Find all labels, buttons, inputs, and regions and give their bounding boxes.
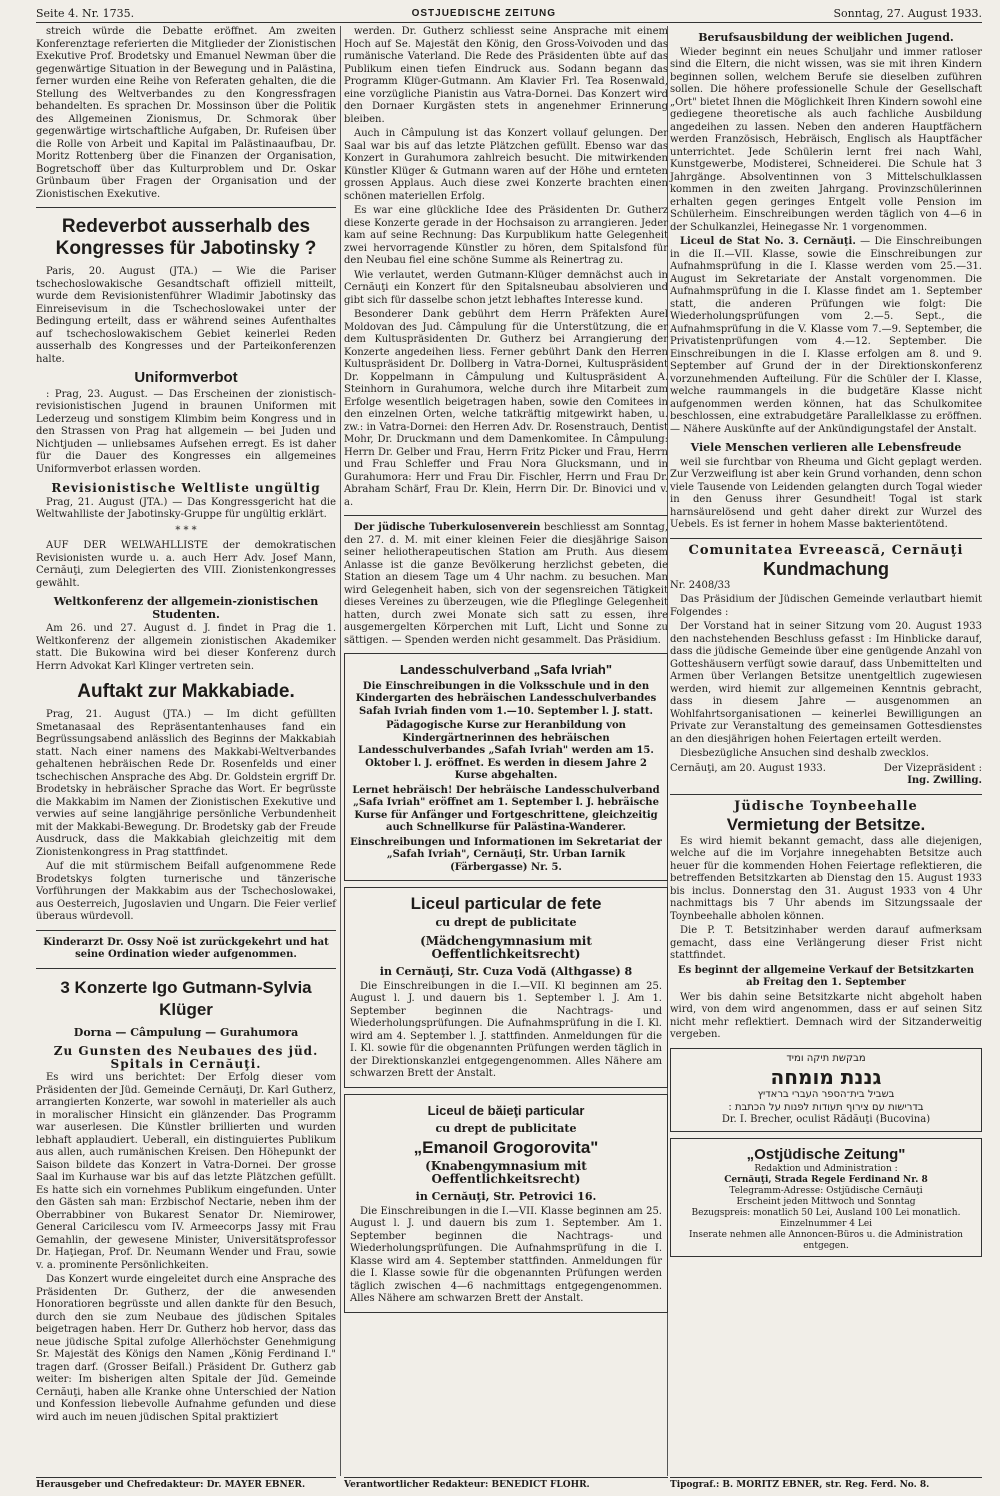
issue-date: Sonntag, 27. August 1933. xyxy=(833,6,982,20)
paper-title: OSTJUEDISCHE ZEITUNG xyxy=(411,7,557,19)
ad-contact: Dr. I. Brecher, oculist Rădăuţi (Bucovina) xyxy=(721,1114,931,1125)
divider xyxy=(670,794,982,795)
masthead-title: „Ostjüdische Zeitung" xyxy=(746,1145,906,1163)
kundmachung-signature-name: Ing. Zwilling. xyxy=(907,775,982,786)
hebrew-title: גננת מומחה xyxy=(770,1065,882,1089)
kundmachung-date: Cernăuţi, am 20. August 1933. xyxy=(670,762,826,774)
ad-subtitle: (Knabengymnasium mit Oeffentlichkeitsrecht) xyxy=(425,1159,587,1186)
article-text: Wie verlautet, werden Gutmann-Klüger demnächst auch in Cernăuţi ein Konzert für den Spitalsneubau absolvieren und gibt sich für dasselbe schon jetzt lebhaftes Interesse kund. xyxy=(344,269,668,306)
article-liceul-stat: Liceul de Stat No. 3. Cernăuţi. — Die Einschreibungen in die II.—VII. Klasse, sowie die Einschreibungen zur Aufnahmsprüfung in die I. Klasse werden vom 25.—31. August im Sekretariate der Anstalt vorgenommen. Die Aufnahmsprüfung in die I. Klasse findet am 1. September statt, die anderen Prüfungen wie folgt: Die Wiederholungsprüfungen vom 2.—5. Sept., die Aufnahmsprüfung in die V. Klasse vom 7.—9. September, die Privatistenprüfungen vom 4.—12. September. Die Einschreibungen in die I. Klasse erfolgen am 8. und 9. September auf Grund der in der Direktionskonferenz vorzunehmenden Aufteilung. Für die Schüler der I. Klasse, welche raummangels in die budgetäre Klasse nicht aufgenommen werden können, hat das Schulkomitee beschlossen, eine extrabudgetäre Parallelklasse zu eröffnen. — Nähere Auskünfte auf der Ankündigungstafel der Anstalt. xyxy=(670,236,982,435)
article-text: Auf die mit stürmischem Beifall aufgenommene Rede Brodetskys folgten turnerische und tänzerische Vorführungen der Makkabim aus der Tschechoslowakei, aus Oesterreich, Jugoslavien und Ungarn. Die Feier verlief überaus würdevoll. xyxy=(36,861,336,922)
headline-weltkonferenz: Weltkonferenz der allgemein-zionistischen Studenten. xyxy=(53,595,319,621)
ad-liceul-baieti xyxy=(344,1094,668,1313)
ad-text: Die Einschreibungen in die I.—VII. Klasse beginnen am 25. August l. J. und dauern bis zum 1. September. Am 1. September beginnen die Nachtrags- und Wiederholungsprüfungen. Die Aufnahmsprüfung in die I. Klasse wird am 4. September stattfinden. Anmeldungen für die I. Klasse sowie für die obgenannten Prüfungen werden täglich zwischen 4—6 nachmittags entgegengenommen. Alles Nähere am schwarzen Brett der Anstalt. xyxy=(350,1205,662,1304)
toynbee-title: Vermietung der Betsitze. xyxy=(726,815,926,834)
kundmachung-text: Der Vorstand hat in seiner Sitzung vom 20. August 1933 den nachstehenden Beschluss gefasst : Im Hinblicke darauf, dass die jüdische Gemeinde über eine genügende Anzahl von Gotteshäusern verfügt sowie darauf, dass Unbemittelten und Armen über Verlangen Betsitze unentgeltlich zugewiesen werden, wird hiemit zur allgemeinen Kenntnis gebracht, dass in diesem Jahre — ausgenommen an Wohlfahrtsorganisationen — keinerlei Bewilligungen an Private zur Veranstaltung des gemeinsamen Gottesdienstes an den diesjährigen hohen Feiertagen erteilt werden. xyxy=(670,621,982,745)
article-text: Es wird uns berichtet: Der Erfolg dieser vom Präsidenten der Jüd. Gemeinde Cernăuţi, Dr. Karl Gutherz, arrangierten Konzerte, war sowohl in materieller als auch in moralischer Hinsicht ein glänzender. Das Programm war auserlesen. Die Künstler brillierten und wurden lebhaft applaudiert. Ueberall, ein distinguiertes Publikum aus allen, auch rumänischen Kreisen. Den Höhepunkt der Saison bildete das Konzert in Vatra-Dornei. Der grosse Saal im Kurhause war bis auf das letzte Plätzchen gefüllt. Es hatte sich ein vornehmes Publikum eingefunden. Unter den Gästen sah man: Erzbischof Nectarie, neben ihm der Oberrabbiner von Bukarest Senator Dr. Niemirower, General Caricilescu vom IV. Armeecorps Jassy mit Frau Gemahlin, der gewesene Minister, Universitätsprofessor Dr. Haţiegan, Prof. Dr. Neumann Wender und Frau, sowie v. a. prominente Persönlichkeiten. xyxy=(36,1072,336,1271)
ad-school-name: „Emanoil Grogorovita" xyxy=(413,1137,599,1157)
ad-text: Lernet hebräisch! Der hebräische Landesschulverband „Safa Ivriah" eröffnet am 1. September l. J. hebräische Kurse für Anfänger und Fortgeschrittene, gleichzeitig auch Schnellkurse für Palästina-Wanderer. xyxy=(352,784,660,833)
article-text: werden. Dr. Gutherz schliesst seine Ansprache mit einem Hoch auf Se. Majestät den König, den Gross-Voivoden und das rumänische Vaterland. Die Rede des Präsidenten übte auf das Publikum einen tiefen Eindruck aus. Sodann begann das Programm Klüger-Gutmann. Am Klavier Frl. Tea Rosenwald, eine vorzügliche Pianistin aus Vatra-Dornei. Das Konzert wird den Dornaer Kurgästen stets in angenehmer Erinnerung bleiben. xyxy=(344,26,668,125)
toynbee-text: Es wird hiemit bekannt gemacht, dass alle diejenigen, welche auf die im Vorjahre innegehabten Betsitze auch heuer für die kommenden Hohen Feiertage reflektieren, die betreffenden Betsitzkarten ab Dienstag den 15. August 1933 bis inclus. Donnerstag den 31. August 1933 von 4 Uhr nachmittags bis 7 Uhr abends im Sitzungssaale der Toynbeehalle abholen können. xyxy=(670,835,982,922)
footer-editor: Verantwortlicher Redakteur: BENEDICT FLOHR. xyxy=(344,1477,668,1490)
toynbee-header: Jüdische Toynbeehalle xyxy=(734,798,918,814)
article-text: Das Konzert wurde eingeleitet durch eine Ansprache des Präsidenten Dr. Gutherz, der die anwesenden Honoratioren begrüsste und allen dankte für den Besuch, durch den sie zum Neubaue des jüdischen Spitales beigetragen haben. Herr Dr. Gutherz hob hervor, dass das neue jüdische Spital zufolge Allerhöchster Genehmigung Sr. Majestät des Königs den Namen „König Ferdinand I." tragen darf. (Grosser Beifall.) Präsident Dr. Gutherz gab weiter: Im bisherigen alten Spitale der Jüd. Gemeinde Cernăuţi, haben alle Kranke ohne Unterschied der Nation und Konfession liebevolle Aufnahme gefunden und diese wird auch im neuen jüdischen Spital praktiziert xyxy=(36,1274,336,1423)
kundmachung-title: Kundmachung xyxy=(763,559,889,579)
ad-subtitle: (Mädchengymnasium mit Oeffentlichkeitsrecht) xyxy=(420,934,592,961)
ad-text: Die Einschreibungen in die I.—VII. Kl beginnen am 25. August l. J. und dauern bis 1. September l. J. Am 1. September beginnen die Nachtrags- und Wiederholungsprüfungen. Die Aufnahmsprüfung in die I. Kl. wird am 4. September l. J. stattfinden. Anmeldungen für die I. Kl. sowie für die obgenannten Prüfungen werden täglich in der Direktionskanzlei entgegengenommen. Alles Nähere am schwarzen Brett der Anstalt. xyxy=(350,980,662,1079)
footer-printer: Tipograf.: B. MORITZ EBNER, str. Reg. Ferd. No. 8. xyxy=(670,1477,982,1490)
article-text: Wieder beginnt ein neues Schuljahr und immer ratloser sind die Eltern, die nicht wissen, was sie mit ihren Kindern beginnen sollen, welchem Berufe sie dieselben zuführen sollen. Die höhere professionelle Schule der Gesellschaft „Ort" bietet Ihnen die Möglichkeit Ihren Kindern sowohl eine gediegene theoretische als auch fachliche Ausbildung angedeihen zu lassen. Neben den anderen Hauptfächern werden Französisch, Hebräisch, Englisch als Hauptfächer unterrichtet. Jede Schülerin lernt frei nach Wahl, Kunstgewerbe, Modisterei, Schneiderei. Die Schule hat 3 Jahrgänge. Absolventinnen von 3 Mittelschulklassen kommen in den zweiten Jahrgang. Provinzschülerinnen erhalten gegen geringes Entgelt volle Pension im Schülerheim. Einschreibungen werden täglich von 4—6 in der Schulkanzlei, Heinegasse Nr. 1 vorgenommen. xyxy=(670,46,982,233)
headline-makkabiade: Auftakt zur Makkabiade. xyxy=(77,681,295,702)
masthead-line: Redaktion und Administration : xyxy=(754,1163,898,1174)
article-text: Besonderer Dank gebührt dem Herrn Präfekten Aurel Moldovan des Jud. Câmpulung für die Unterstützung, die er dem Kultuspräsidenten Dr. Gutherz bei Arrangierung der Konzerte angedeihen liess. Ferner gebührt Dank den Herren Kultuspräsident Dr. Dollberg in Vatra-Dornei, Kultuspräsident Dr. Koppelmann in Câmpulung und Kultuspräsident A. Steinhorn in Gurahumora, welche durch ihre Mitarbeit zum Erfolge wesentlich beigetragen haben, sowie den Comitees in den einzelnen Orten, welche tatkräftig mitgewirkt haben, u. zw.: in Vatra-Dornei: den Herren Adv. Dr. Rosenstrauch, Dentist Mohr, Dr. Druckmann und dem Damenkomitee. In Câmpulung: Herrn Dr. Gelber und Frau, Herrn Fritz Picker und Frau, Herrn und Frau Schleffer und Frau Nora Glucksmann, und in Gurahumora: Herr und Frau Dir. Fischler, Herrn und Frau Dr. Abraham Schärf, Frau Dr. Klein, Herrn Dir. Dr. Binovici und v. a. xyxy=(344,309,668,508)
kundmachung-text: Diesbezügliche Ansuchen sind deshalb zwecklos. xyxy=(680,748,929,759)
ad-title: Liceul de băieţi particular xyxy=(427,1102,585,1118)
ad-title: Landesschulverband „Safa Ivriah" xyxy=(399,662,613,677)
masthead-line: Cernăuţi, Strada Regele Ferdinand Nr. 8 xyxy=(724,1174,928,1185)
ad-liceul-fete xyxy=(344,887,668,1088)
article-text: Prag, 21. August (JTA.) — Das Kongressgericht hat die Weltwahlliste der Jabotinsky-Gruppe für ungültig erklärt. xyxy=(36,496,336,520)
ad-text: Einschreibungen und Informationen im Sekretariat der „Safah Ivriah", Cernăuţi, Str. Urban Iarnik (Färbergasse) Nr. 5. xyxy=(350,836,662,873)
column-divider xyxy=(340,26,341,1476)
subheadline-places: Dorna — Câmpulung — Gurahumora xyxy=(73,1025,299,1039)
divider xyxy=(36,207,336,208)
ad-text: Die Einschreibungen in die Volksschule und in den Kindergarten des hebräischen Landesschulverbandes Safah Ivriah finden vom 1.—10. September l. J. statt. xyxy=(355,680,657,717)
kundmachung-header: Comunitatea Evreească, Cernăuţi xyxy=(688,542,964,558)
article-text: Am 26. und 27. August d. J. findet in Prag die 1. Weltkonferenz der allgemein zionistischen Akademiker statt. Die Bukowina wird bei dieser Konferenz durch Herrn Advokat Karl Klinger vertreten sein. xyxy=(36,623,336,672)
ad-address: in Cernăuţi, Str. Petrovici 16. xyxy=(415,1190,597,1203)
stars-divider: * * * xyxy=(175,524,197,536)
divider xyxy=(36,930,336,931)
article-text: Paris, 20. August (JTA.) — Wie die Pariser tschechoslowakische Gesandtschaft offiziell mitteilt, wurde dem Revisionistenführer Wladimir Jabotinsky das Einreisevisum in die Tschechoslowakei unter der Bedingung erteilt, dass er während seines Aufenthaltes auf tschechoslowakischem Gebiet keinerlei Reden ausserhalb des Kongresses und der Parteikonferenzen halte. xyxy=(36,266,336,365)
kundmachung-number: Nr. 2408/33 xyxy=(670,579,731,591)
divider xyxy=(36,968,336,969)
column-3 xyxy=(670,26,982,1263)
masthead-line: Inserate nehmen alle Annoncen-Büros u. die Administration entgegen. xyxy=(689,1229,963,1251)
headline-konzerte: 3 Konzerte Igo Gutmann-Sylvia Klüger xyxy=(60,977,312,1019)
headline-uniformverbot: Uniformverbot xyxy=(134,369,238,386)
ad-hebrew xyxy=(670,1048,982,1132)
ad-subtitle: cu drept de publicitate xyxy=(435,915,577,929)
article-text: Auch in Câmpulung ist das Konzert vollauf gelungen. Der Saal war bis auf das letzte Plätzchen gefüllt. Ebenso war das Konzert in Gurahumora zahlreich besucht. Die mitwirkenden Künstler Klüger & Gutmann waren auf der Höhe und ernteten grossen Applaus. Auch diese zwei Konzerte brachten einen schönen materiellen Erfolg. xyxy=(344,128,668,202)
toynbee-text: Die P. T. Betsitzinhaber werden darauf aufmerksam gemacht, dass eine Verlängerung dieser Frist nicht stattfindet. xyxy=(670,925,982,961)
column-2 xyxy=(344,26,668,1319)
masthead-line: Bezugspreis: monatlich 50 Lei, Ausland 100 Lei monatlich. Einzelnummer 4 Lei xyxy=(691,1207,961,1229)
masthead-line: Erscheint jeden Mittwoch und Sonntag xyxy=(736,1196,916,1207)
page-header xyxy=(36,4,982,23)
article-text: : Prag, 23. August. — Das Erscheinen der zionistisch-revisionistischen Jugend in braunen Uniformen mit Lederzeug und sonstigem Klimbim beim Kongress und in den Strassen von Prag hat allgemein — bei Juden und Nichtjuden — unliebsames Aufsehen erregt. Es ist daher für die Dauer des Kongresses ein allgemeines Uniformverbot erlassen worden. xyxy=(36,388,336,475)
kundmachung-signature-row xyxy=(670,763,982,776)
subheadline-spital: Zu Gunsten des Neubaues des jüd. Spitals in Cernăuţi. xyxy=(53,1044,319,1071)
ad-address: in Cernăuţi, Str. Cuza Vodă (Althgasse) 8 xyxy=(379,965,633,978)
article-text: Es war eine glückliche Idee des Präsidenten Dr. Gutherz diese Konzerte gerade in der Hochsaison zu arrangieren. Jeder kam auf seine Rechnung: Das Kurpublikum hatte Gelegenheit zwei hervorragende Künstler zu hören, dem Spitalsfond für den Neubau fiel eine schöne Summe als Reinertrag zu. xyxy=(344,205,668,266)
footer-publisher: Herausgeber und Chefredakteur: Dr. MAYER EBNER. xyxy=(36,1477,336,1490)
article-tuberkulose: Der jüdische Tuberkulosenverein beschliesst am Sonntag, den 27. d. M. mit einer kleinen Feier die diesjährige Saison seiner heliotherapeutischen Station am Pruth. Aus diesem Anlasse ist die ganze Bevölkerung herzlichst gebeten, die Station an diesem Tage um 4 Uhr nachm. zu besuchen. Man wird Gelegenheit haben, sich von der segensreichen Tätigkeit dieses Vereines zu überzeugen, wie die Pfleglinge Gelegenheit hatten, durch zwei Monate sich satt zu essen, ihre ausgemergelten Körperchen mit Luft, Licht und Sonne zu sättigen. — Spenden werden nicht gesammelt. Das Präsidium. xyxy=(344,522,669,646)
ad-subtitle: cu drept de publicitate xyxy=(435,1122,577,1135)
article-text: Prag, 21. August (JTA.) — Im dicht gefüllten Smetanasaal des Repräsentantenhauses fand ein Begrüssungsabend anlässlich des Beginns der Makkabiah statt. Nach einer namens des Makkabi-Weltverbandes gehaltenen hebräischen Rede Dr. Rosenfelds und einer tschechischen Ansprache des Abg. Dr. Goldstein ergriff Dr. Brodetsky in hebräischer Sprache das Wort. Er begrüsste die Makkabim im Namen der Zionistischen Exekutive und verwies auf seine langjährige persönliche Verbundenheit mit der Makkabi-Bewegung. Dr. Brodetsky gab der Freude Ausdruck, dass die Makkabiah gleichzeitig mit dem Zionistenkongress in Prag stattfindet. xyxy=(36,709,336,858)
headline-weltliste: Revisionistische Weltliste ungültig xyxy=(51,481,321,495)
ad-safa-ivriah xyxy=(344,653,668,881)
headline-redeverbot: Redeverbot ausserhalb des Kongresses für Jabotinsky ? xyxy=(55,216,317,259)
ad-text: Pädagogische Kurse zur Heranbildung von Kindergärtnerinnen des hebräischen Landesschulverbandes „Safah Ivriah" werden am 15. Oktober l. J. eröffnet. Es werden in diesem Jahre 2 Kurse abgehalten. xyxy=(358,720,654,781)
headline-berufsausbildung: Berufsausbildung der weiblichen Jugend. xyxy=(698,31,954,44)
headline-lebensfreude: Viele Menschen verlieren alle Lebensfreude xyxy=(690,441,962,454)
column-1 xyxy=(36,26,336,1426)
ad-ostjuedische-zeitung xyxy=(670,1138,982,1257)
toynbee-text: Wer bis dahin seine Betsitzkarte nicht abgeholt haben wird, von dem wird angenommen, dass er auf seinen Sitz nicht mehr reflektiert. Demnach wird der Sitzanderweitig vergeben. xyxy=(670,991,982,1040)
hebrew-line: מבקשת תיקה ומיד xyxy=(786,1052,866,1064)
kundmachung-text: Das Präsidium der Jüdischen Gemeinde verlautbart hiemit Folgendes : xyxy=(670,594,982,618)
hebrew-line: בשביל בית־הספר העברי בראדיץ xyxy=(757,1089,895,1100)
article-text: weil sie furchtbar von Rheuma und Gicht geplagt werden. Zur Verzweiflung ist aber kein Grund vorhanden, denn schon viele Tausende von Leidenden gelangten durch Togal wieder in den Genuss ihrer Gesundheit! Togal ist stark harnsäurelösend und geht daher direkt zur Wurzel des Uebels. Es ist ferner in hohem Masse bakterientötend. xyxy=(670,456,982,530)
toynbee-text: Es beginnt der allgemeine Verkauf der Betsitzkarten ab Freitag den 1. September xyxy=(677,964,975,988)
divider xyxy=(344,515,668,516)
article-text: streich würde die Debatte eröffnet. Am zweiten Konferenztage referierten die Mitglieder der Zionistischen Exekutive Prof. Brodetsky und Emanuel Newman über die gegenwärtige Situation in der Bewegung und in Palästina, ferner wurden eine Reihe von Referaten gehalten, die die Stellung des Weltverbandes zu den Kongressfragen behandelten. Es sprachen Dr. Mossinson über die Politik des Allgemeinen Zionismus, Dr. Schmorak über gegenwärtige wirtschaftliche Aufgaben, Dr. Rufeisen über die Rolle von Arbeit und Kapital im Palästinaaufbau, Dr. Moritz Rottenberg über die Finanzen der Organisation, Bogretschoff über das Kulturproblem und Dr. Oskar Grünbaum über Fragen der Organisation und der Zionistischen Exekutive. xyxy=(36,26,336,200)
page-number: Seite 4. Nr. 1735. xyxy=(36,6,135,20)
hebrew-line: בדרישות עם צירוף תעודות לפנות על הכתבת : xyxy=(728,1101,924,1113)
masthead-line: Telegramm-Adresse: Ostjüdische Cernăuţi xyxy=(729,1185,923,1196)
ad-title: Liceul particular de fete xyxy=(410,894,602,913)
divider xyxy=(670,538,982,539)
kundmachung-signature-title: Der Vizepräsident : xyxy=(883,762,982,774)
article-text: AUF DER WELWAHLLISTE der demokratischen Revisionisten wurde u. a. auch Herr Adv. Josef Mann, Cernăuţi, zum Delegierten des VIII. Zionistenkongresses gewählt. xyxy=(36,540,336,589)
notice-kinderarzt: Kinderarzt Dr. Ossy Noë ist zurückgekehrt und hat seine Ordination wieder aufgenommen. xyxy=(43,936,329,960)
